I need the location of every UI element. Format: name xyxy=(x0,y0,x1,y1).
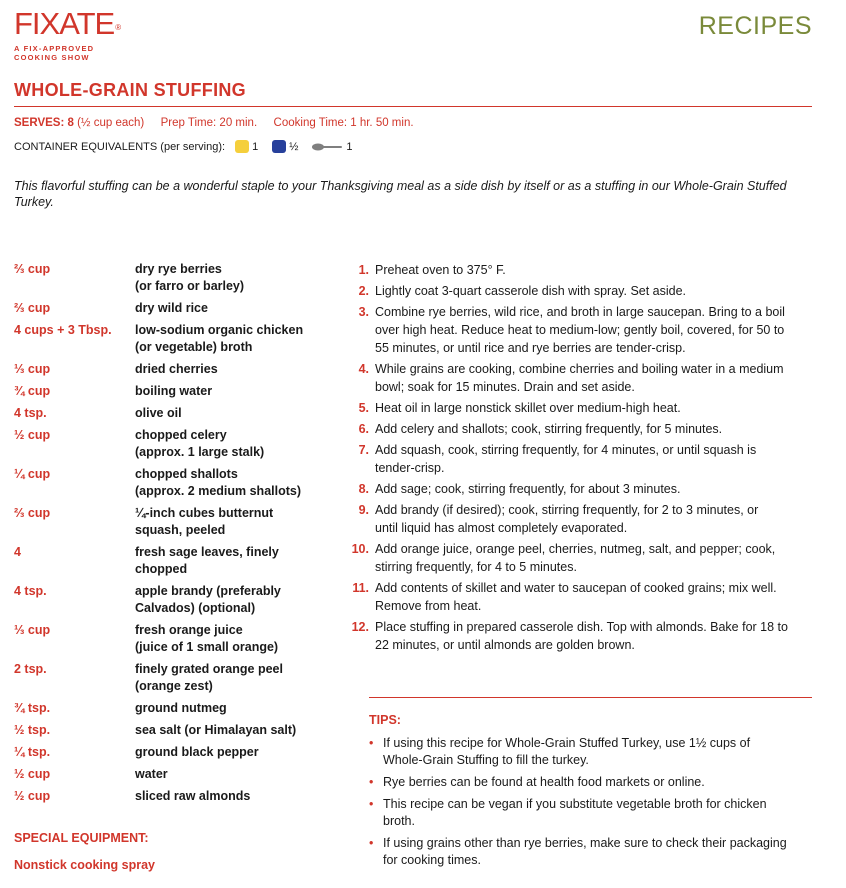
ingredient-name xyxy=(135,622,278,656)
step-text xyxy=(375,282,686,300)
step-text xyxy=(375,360,784,396)
instruction-step xyxy=(339,480,814,498)
instruction-step xyxy=(339,579,814,615)
step-text-line: over high heat. Reduce heat to medium-low; gently boil, covered, for 50 to xyxy=(375,323,785,337)
ingredient-name-line: (approx. 2 medium shallots) xyxy=(135,484,302,498)
ingredient-amount: ½ cup xyxy=(14,789,51,803)
ingredient-name xyxy=(135,405,182,422)
blue-container-icon xyxy=(272,140,286,153)
tip-item xyxy=(369,735,814,769)
ingredient-amount: ½ cup xyxy=(14,767,51,781)
ingredient-name-line: low-sodium organic chicken xyxy=(135,323,304,337)
ingredient-row xyxy=(14,466,334,500)
step-number: 6. xyxy=(358,422,369,436)
container-blue xyxy=(272,140,298,153)
step-number: 1. xyxy=(358,263,369,277)
ingredient-row xyxy=(14,766,334,783)
ingredient-amount: ¼ cup xyxy=(14,467,51,481)
ingredient-name-line: finely grated orange peel xyxy=(135,662,283,676)
ingredient-row xyxy=(14,383,334,400)
ingredient-name-line: chopped xyxy=(135,562,188,576)
logo-trademark: ® xyxy=(115,23,122,32)
ingredient-name-line: ground nutmeg xyxy=(135,701,227,715)
ingredient-name xyxy=(135,427,264,461)
ingredient-name-line: sea salt (or Himalayan salt) xyxy=(135,723,297,737)
step-text-line: Heat oil in large nonstick skillet over medium-high heat. xyxy=(375,401,681,415)
serves-note: (½ cup each) xyxy=(77,117,145,129)
fixate-logo xyxy=(14,8,121,62)
ingredient-name-line: (or vegetable) broth xyxy=(135,340,253,354)
ingredient-row xyxy=(14,361,334,378)
step-text-line: Lightly coat 3-quart casserole dish with spray. Set aside. xyxy=(375,284,687,298)
tip-text-line: Whole-Grain Stuffing to fill the turkey. xyxy=(383,753,589,767)
step-text xyxy=(375,303,785,357)
ingredient-name-line: chopped celery xyxy=(135,428,227,442)
ingredient-amount: 2 tsp. xyxy=(14,662,47,676)
step-text-line: stirring frequently, for 4 to 5 minutes. xyxy=(375,560,577,574)
tip-text-line: Rye berries can be found at health food markets or online. xyxy=(383,775,705,789)
ingredient-row xyxy=(14,700,334,717)
ingredient-name-line: (approx. 1 large stalk) xyxy=(135,445,265,459)
container-equivalents xyxy=(14,140,367,153)
step-text xyxy=(375,540,775,576)
ingredient-amount: ¾ tsp. xyxy=(14,701,51,715)
step-number: 2. xyxy=(358,284,369,298)
ingredient-name xyxy=(135,766,168,783)
ingredient-amount: ⅔ cup xyxy=(14,506,51,520)
tip-text-line: This recipe can be vegan if you substitute vegetable broth for chicken xyxy=(383,797,767,811)
ingredient-amount: 4 tsp. xyxy=(14,406,47,420)
instruction-step xyxy=(339,360,814,396)
step-text-line: While grains are cooking, combine cherries and boiling water in a medium xyxy=(375,362,784,376)
title-divider xyxy=(14,106,812,107)
step-text xyxy=(375,399,681,417)
step-text-line: Add contents of skillet and water to saucepan of cooked grains; mix well. xyxy=(375,581,777,595)
prep-time: Prep Time: 20 min. xyxy=(160,117,258,129)
step-text xyxy=(375,618,788,654)
step-text-line: Remove from heat. xyxy=(375,599,482,613)
ingredient-row xyxy=(14,788,334,805)
step-text xyxy=(375,420,722,438)
recipe-title: WHOLE-GRAIN STUFFING xyxy=(14,80,246,100)
step-text-line: Add brandy (if desired); cook, stirring frequently, for 2 to 3 minutes, or xyxy=(375,503,759,517)
tips-divider xyxy=(369,697,812,698)
ingredient-name-line: ¼-inch cubes butternut xyxy=(135,506,274,520)
step-text xyxy=(375,501,758,537)
step-number: 7. xyxy=(358,443,369,457)
ingredient-name xyxy=(135,544,279,578)
ingredient-row xyxy=(14,261,334,295)
cooking-time: Cooking Time: 1 hr. 50 min. xyxy=(273,117,414,129)
tip-item xyxy=(369,835,814,869)
step-number: 5. xyxy=(358,401,369,415)
ingredient-row xyxy=(14,405,334,422)
instruction-step xyxy=(339,261,814,279)
container-teaspoon xyxy=(312,141,352,153)
ingredient-row xyxy=(14,544,334,578)
ingredient-name-line: dry rye berries xyxy=(135,262,222,276)
ingredient-name xyxy=(135,361,218,378)
step-number: 10. xyxy=(351,542,369,556)
ingredient-name xyxy=(135,661,283,695)
equipment-heading: SPECIAL EQUIPMENT: xyxy=(14,831,149,845)
container-teaspoon-value: 1 xyxy=(346,140,353,153)
ingredient-name-line: dried cherries xyxy=(135,362,218,376)
ingredient-name-line: olive oil xyxy=(135,406,182,420)
ingredient-name-line: squash, peeled xyxy=(135,523,226,537)
instruction-step xyxy=(339,303,814,357)
ingredient-name-line: apple brandy (preferably xyxy=(135,584,281,598)
step-number: 11. xyxy=(352,581,369,595)
ingredient-name-line: chopped shallots xyxy=(135,467,238,481)
instruction-step xyxy=(339,282,814,300)
recipe-meta xyxy=(14,117,414,129)
ingredient-name xyxy=(135,383,212,400)
tip-text-line: for cooking times. xyxy=(383,853,481,867)
ingredient-amount: ¼ tsp. xyxy=(14,745,51,759)
ingredient-name xyxy=(135,466,301,500)
ingredient-row xyxy=(14,583,334,617)
ingredient-row xyxy=(14,427,334,461)
ingredient-row xyxy=(14,722,334,739)
step-number: 12. xyxy=(351,620,369,634)
instruction-step xyxy=(339,420,814,438)
container-label: CONTAINER EQUIVALENTS (per serving): xyxy=(14,140,226,153)
step-text-line: Add celery and shallots; cook, stirring frequently, for 5 minutes. xyxy=(375,422,723,436)
section-label: RECIPES xyxy=(698,12,812,40)
ingredient-name xyxy=(135,744,259,761)
ingredient-name-line: (or farro or barley) xyxy=(135,279,245,293)
step-text-line: 55 minutes, or until rice and rye berries are tender-crisp. xyxy=(375,341,686,355)
step-text-line: Combine rye berries, wild rice, and broth in large saucepan. Bring to a boil xyxy=(375,305,785,319)
ingredient-amount: ½ tsp. xyxy=(14,723,51,737)
ingredient-name-line: sliced raw almonds xyxy=(135,789,251,803)
step-text-line: Add squash, cook, stirring frequently, for 4 minutes, or until squash is xyxy=(375,443,757,457)
equipment-item: Nonstick cooking spray xyxy=(14,858,156,872)
tips-heading: TIPS: xyxy=(369,713,401,727)
step-text-line: 22 minutes, or until almonds are golden brown. xyxy=(375,638,635,652)
step-text-line: bowl; soak for 15 minutes. Drain and set aside. xyxy=(375,380,635,394)
ingredient-name xyxy=(135,700,227,717)
ingredient-amount: ¾ cup xyxy=(14,384,51,398)
instruction-step xyxy=(339,540,814,576)
ingredient-amount: ⅓ cup xyxy=(14,362,51,376)
logo-tagline-1: A FIX-APPROVED xyxy=(14,44,95,53)
serves-label: SERVES: xyxy=(14,117,65,129)
tip-text-line: broth. xyxy=(383,814,415,828)
bullet-icon: • xyxy=(369,836,374,850)
ingredient-name-line: dry wild rice xyxy=(135,301,208,315)
ingredient-list xyxy=(14,261,334,810)
bullet-icon: • xyxy=(369,736,374,750)
step-number: 3. xyxy=(358,305,369,319)
tip-text xyxy=(383,796,767,830)
ingredient-row xyxy=(14,322,334,356)
step-text xyxy=(375,261,506,279)
ingredient-name-line: (orange zest) xyxy=(135,679,213,693)
tip-text xyxy=(383,835,787,869)
yellow-container-icon xyxy=(235,140,249,153)
serves-value: 8 xyxy=(67,117,74,129)
container-blue-value: ½ xyxy=(289,140,299,153)
ingredient-name-line: water xyxy=(135,767,168,781)
tip-text-line: If using this recipe for Whole-Grain Stuffed Turkey, use 1½ cups of xyxy=(383,736,751,750)
step-text xyxy=(375,579,777,615)
ingredient-name-line: fresh sage leaves, finely xyxy=(135,545,279,559)
ingredient-name xyxy=(135,583,281,617)
step-text-line: until liquid has almost completely evaporated. xyxy=(375,521,628,535)
instruction-step xyxy=(339,399,814,417)
ingredient-name xyxy=(135,322,303,356)
step-text xyxy=(375,480,681,498)
ingredient-name-line: (juice of 1 small orange) xyxy=(135,640,279,654)
step-text-line: Add sage; cook, stirring frequently, for about 3 minutes. xyxy=(375,482,681,496)
tip-text xyxy=(383,735,750,769)
logo-wordmark xyxy=(14,8,121,44)
step-text-line: Place stuffing in prepared casserole dish. Top with almonds. Bake for 18 to xyxy=(375,620,788,634)
ingredient-name xyxy=(135,505,273,539)
ingredient-name-line: fresh orange juice xyxy=(135,623,243,637)
ingredient-name-line: Calvados) (optional) xyxy=(135,601,256,615)
ingredient-name xyxy=(135,722,296,739)
ingredient-row xyxy=(14,300,334,317)
recipe-intro: This flavorful stuffing can be a wonderful staple to your Thanksgiving meal as a side dish by itself or as a stuffing in our Whole-Grain Stuffed Turkey. xyxy=(14,179,787,209)
step-number: 8. xyxy=(358,482,369,496)
instruction-step xyxy=(339,501,814,537)
step-text xyxy=(375,441,756,477)
ingredient-name-line: ground black pepper xyxy=(135,745,259,759)
ingredient-amount: ½ cup xyxy=(14,428,51,442)
ingredient-amount: 4 xyxy=(14,545,21,559)
instruction-list xyxy=(339,261,814,657)
ingredient-row xyxy=(14,661,334,695)
tip-item xyxy=(369,796,814,830)
tip-text xyxy=(383,774,705,791)
step-text-line: Add orange juice, orange peel, cherries, nutmeg, salt, and pepper; cook, xyxy=(375,542,776,556)
bullet-icon: • xyxy=(369,775,374,789)
container-yellow xyxy=(235,140,258,153)
ingredient-name xyxy=(135,261,244,295)
tip-item xyxy=(369,774,814,791)
ingredient-name xyxy=(135,788,250,805)
ingredient-name xyxy=(135,300,208,317)
ingredient-row xyxy=(14,744,334,761)
ingredient-row xyxy=(14,505,334,539)
logo-name: FIXATE xyxy=(14,6,115,41)
bullet-icon: • xyxy=(369,797,374,811)
step-text-line: tender-crisp. xyxy=(375,461,445,475)
ingredient-amount: ⅔ cup xyxy=(14,262,51,276)
step-number: 9. xyxy=(358,503,369,517)
instruction-step xyxy=(339,618,814,654)
logo-tagline-2: COOKING SHOW xyxy=(14,53,90,62)
ingredient-amount: ⅓ cup xyxy=(14,623,51,637)
ingredient-amount: 4 tsp. xyxy=(14,584,47,598)
ingredient-amount: ⅔ cup xyxy=(14,301,51,315)
ingredient-amount: 4 cups + 3 Tbsp. xyxy=(14,323,112,337)
teaspoon-icon xyxy=(312,142,342,152)
tip-text-line: If using grains other than rye berries, make sure to check their packaging xyxy=(383,836,787,850)
ingredient-row xyxy=(14,622,334,656)
step-number: 4. xyxy=(358,362,369,376)
ingredient-name-line: boiling water xyxy=(135,384,213,398)
instruction-step xyxy=(339,441,814,477)
tips-list xyxy=(369,735,814,874)
step-text-line: Preheat oven to 375° F. xyxy=(375,263,506,277)
container-yellow-value: 1 xyxy=(252,140,259,153)
